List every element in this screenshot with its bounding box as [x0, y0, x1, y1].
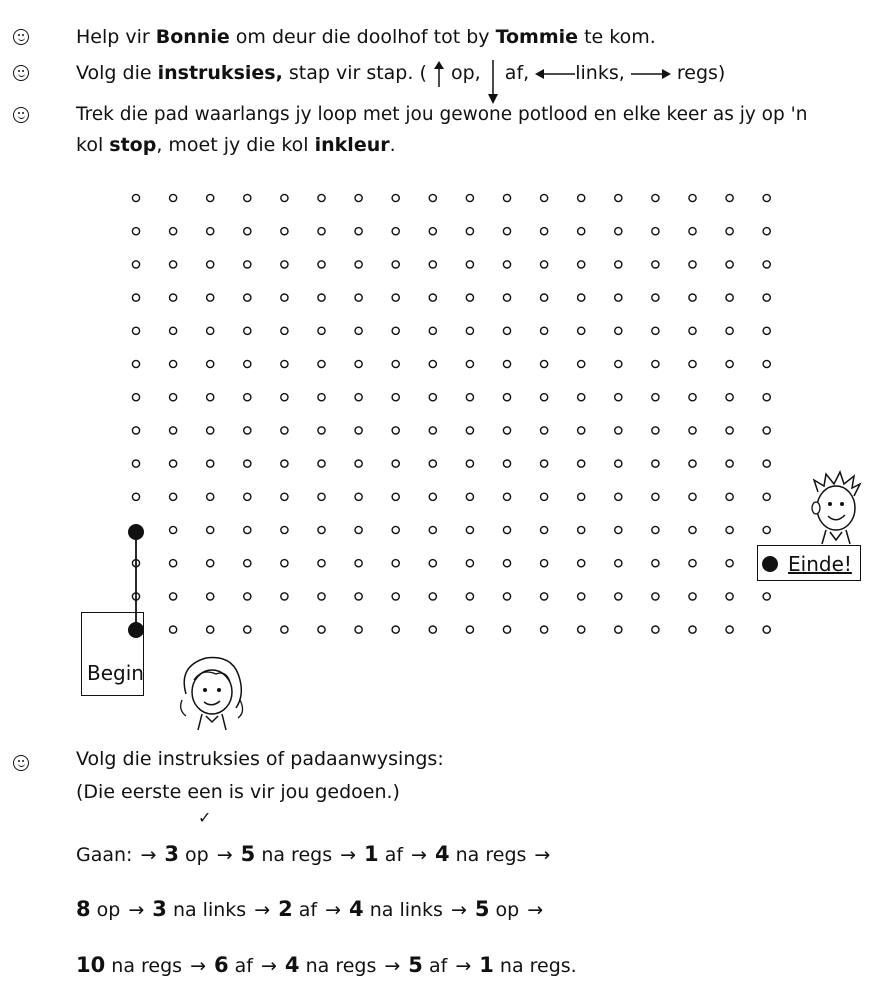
- maze-dot[interactable]: [578, 560, 585, 567]
- maze-dot[interactable]: [355, 228, 362, 235]
- maze-dot[interactable]: [541, 261, 548, 268]
- bullet-2-text: Volg die instruksies, stap vir stap. ( op, af, links, regs): [76, 58, 725, 104]
- maze-dot[interactable]: [578, 493, 585, 500]
- maze-dot[interactable]: [689, 360, 696, 367]
- maze-dot[interactable]: [244, 626, 251, 633]
- maze-dot[interactable]: [726, 460, 733, 467]
- maze-dot[interactable]: [541, 493, 548, 500]
- maze-dot[interactable]: [763, 593, 770, 600]
- maze-dot[interactable]: [652, 194, 659, 201]
- maze-dot[interactable]: [429, 427, 436, 434]
- maze-dot[interactable]: [207, 294, 214, 301]
- maze-dot[interactable]: [503, 228, 510, 235]
- maze-dot[interactable]: [726, 294, 733, 301]
- maze-dot[interactable]: [170, 360, 177, 367]
- maze-dot[interactable]: [763, 360, 770, 367]
- end-box: [757, 545, 861, 581]
- maze-dot[interactable]: [392, 593, 399, 600]
- maze-dot[interactable]: [244, 394, 251, 401]
- instruction-line-3: 10 na regs → 6 af → 4 na regs → 5 af → 1 na regs.: [76, 953, 577, 977]
- maze-dot[interactable]: [429, 360, 436, 367]
- maze-dot[interactable]: [615, 360, 622, 367]
- maze-dot[interactable]: [207, 360, 214, 367]
- maze-dot[interactable]: [281, 360, 288, 367]
- maze-dot[interactable]: [503, 360, 510, 367]
- maze-dot[interactable]: [244, 194, 251, 201]
- maze-dot[interactable]: [689, 261, 696, 268]
- maze-dot[interactable]: [466, 394, 473, 401]
- maze-dot[interactable]: [281, 493, 288, 500]
- maze-dot[interactable]: [244, 327, 251, 334]
- maze-dot[interactable]: [281, 427, 288, 434]
- maze-dot[interactable]: [170, 394, 177, 401]
- maze-dot[interactable]: [392, 228, 399, 235]
- maze-dot[interactable]: [429, 593, 436, 600]
- maze-dot[interactable]: [466, 294, 473, 301]
- maze-dot[interactable]: [318, 294, 325, 301]
- maze-dot[interactable]: [541, 526, 548, 533]
- maze-dot[interactable]: [652, 294, 659, 301]
- maze-dot[interactable]: [615, 228, 622, 235]
- maze-dot[interactable]: [503, 327, 510, 334]
- maze-dot[interactable]: [170, 526, 177, 533]
- maze-dot[interactable]: [615, 526, 622, 533]
- maze-dot[interactable]: [763, 228, 770, 235]
- maze-dot[interactable]: [355, 427, 362, 434]
- name-tommie: Tommie: [495, 26, 579, 48]
- maze-dot[interactable]: [763, 261, 770, 268]
- arrow-right-icon: →: [190, 955, 206, 977]
- arrow-right-icon: →: [254, 899, 271, 921]
- maze-dot[interactable]: [244, 228, 251, 235]
- maze-dot[interactable]: [466, 526, 473, 533]
- maze-dot[interactable]: [503, 394, 510, 401]
- maze-dot[interactable]: [726, 560, 733, 567]
- maze-dot[interactable]: [281, 294, 288, 301]
- maze-dot[interactable]: [541, 194, 548, 201]
- maze-dot[interactable]: [318, 360, 325, 367]
- maze-dot[interactable]: [541, 360, 548, 367]
- maze-dot[interactable]: [578, 327, 585, 334]
- maze-dot[interactable]: [466, 626, 473, 633]
- maze-dot[interactable]: [541, 593, 548, 600]
- maze-dot[interactable]: [207, 526, 214, 533]
- maze-dot[interactable]: [726, 526, 733, 533]
- maze-dot[interactable]: [578, 427, 585, 434]
- maze-dot[interactable]: [503, 493, 510, 500]
- maze-dot[interactable]: [429, 394, 436, 401]
- maze-dot[interactable]: [244, 526, 251, 533]
- maze-dot[interactable]: [355, 593, 362, 600]
- maze-dot[interactable]: [355, 294, 362, 301]
- maze-dot[interactable]: [726, 493, 733, 500]
- maze-dot[interactable]: [578, 626, 585, 633]
- maze-dot[interactable]: [466, 194, 473, 201]
- maze-dot[interactable]: [207, 493, 214, 500]
- maze-dot[interactable]: [652, 560, 659, 567]
- maze-dot[interactable]: [578, 261, 585, 268]
- maze-dot[interactable]: [689, 228, 696, 235]
- maze-dot[interactable]: [281, 394, 288, 401]
- maze-dot[interactable]: [466, 560, 473, 567]
- maze-dot[interactable]: [318, 194, 325, 201]
- maze-dot[interactable]: [763, 493, 770, 500]
- maze-dot[interactable]: [689, 460, 696, 467]
- instruction-line-2: 8 op → 3 na links → 2 af → 4 na links → 5 op →: [76, 897, 544, 921]
- maze-dot[interactable]: [355, 560, 362, 567]
- maze-dot[interactable]: [281, 526, 288, 533]
- maze-dot[interactable]: [726, 593, 733, 600]
- maze-dot[interactable]: [207, 228, 214, 235]
- maze-dot[interactable]: [318, 460, 325, 467]
- maze-dot[interactable]: [429, 460, 436, 467]
- maze-dot[interactable]: [170, 427, 177, 434]
- maze-dot[interactable]: [429, 493, 436, 500]
- maze-dot[interactable]: [763, 294, 770, 301]
- maze-dot[interactable]: [541, 427, 548, 434]
- begin-label: Begin: [87, 661, 144, 685]
- maze-dot[interactable]: [318, 394, 325, 401]
- maze-dot[interactable]: [207, 626, 214, 633]
- arrow-right-icon: →: [411, 844, 427, 866]
- maze-dot[interactable]: [318, 593, 325, 600]
- maze-dot[interactable]: [244, 460, 251, 467]
- maze-dot[interactable]: [541, 294, 548, 301]
- maze-dot[interactable]: [615, 626, 622, 633]
- maze-dot[interactable]: [689, 294, 696, 301]
- maze-dot[interactable]: [615, 560, 622, 567]
- bonnie-face-icon: [172, 650, 252, 732]
- maze-dot[interactable]: [281, 460, 288, 467]
- maze-dot[interactable]: [132, 394, 139, 401]
- maze-dot[interactable]: [170, 228, 177, 235]
- maze-dot[interactable]: [281, 194, 288, 201]
- maze-dot[interactable]: [170, 560, 177, 567]
- arrow-right-icon: →: [455, 955, 472, 977]
- maze-dot[interactable]: [689, 593, 696, 600]
- maze-dot[interactable]: [541, 228, 548, 235]
- maze-dot[interactable]: [132, 194, 139, 201]
- maze-dot[interactable]: [392, 526, 399, 533]
- maze-dot[interactable]: [132, 460, 139, 467]
- arrow-right-icon: →: [384, 955, 401, 977]
- maze-dot[interactable]: [429, 194, 436, 201]
- maze-dot[interactable]: [503, 593, 510, 600]
- maze-dot[interactable]: [355, 261, 362, 268]
- maze-dot[interactable]: [355, 194, 362, 201]
- maze-dot[interactable]: [170, 327, 177, 334]
- maze-dot[interactable]: [355, 493, 362, 500]
- maze-dot[interactable]: [392, 493, 399, 500]
- maze-dot[interactable]: [652, 460, 659, 467]
- arrow-right-icon: →: [261, 955, 277, 977]
- maze-dot[interactable]: [207, 327, 214, 334]
- maze-dot[interactable]: [429, 228, 436, 235]
- maze-dot[interactable]: [207, 593, 214, 600]
- maze-dot[interactable]: [429, 327, 436, 334]
- maze-dot[interactable]: [578, 526, 585, 533]
- maze-dot[interactable]: [689, 194, 696, 201]
- maze-dot[interactable]: [244, 593, 251, 600]
- maze-dot[interactable]: [503, 261, 510, 268]
- maze-dot[interactable]: [132, 493, 139, 500]
- maze-dot[interactable]: [244, 294, 251, 301]
- maze-dot[interactable]: [503, 526, 510, 533]
- maze-dot[interactable]: [207, 427, 214, 434]
- smiley-icon: [13, 755, 29, 771]
- maze-dot[interactable]: [244, 493, 251, 500]
- start-label: Gaan:: [76, 844, 133, 866]
- maze-dot[interactable]: [689, 493, 696, 500]
- maze-dot[interactable]: [318, 560, 325, 567]
- maze-dot[interactable]: [132, 327, 139, 334]
- maze-dot[interactable]: [318, 327, 325, 334]
- maze-dot[interactable]: [132, 261, 139, 268]
- maze-dot[interactable]: [392, 626, 399, 633]
- maze-dot[interactable]: [652, 626, 659, 633]
- maze-dot[interactable]: [170, 460, 177, 467]
- maze-dot[interactable]: [281, 626, 288, 633]
- maze-dot[interactable]: [689, 327, 696, 334]
- maze-dot[interactable]: [541, 626, 548, 633]
- maze-dot[interactable]: [615, 294, 622, 301]
- maze-dot[interactable]: [726, 327, 733, 334]
- maze-dot[interactable]: [615, 427, 622, 434]
- end-dot: [760, 554, 780, 574]
- maze-dot[interactable]: [615, 493, 622, 500]
- maze-dot[interactable]: [615, 194, 622, 201]
- maze-dot[interactable]: [578, 394, 585, 401]
- maze-dot[interactable]: [615, 460, 622, 467]
- maze-dot[interactable]: [281, 228, 288, 235]
- begin-box: [81, 612, 144, 696]
- maze-dot[interactable]: [207, 194, 214, 201]
- maze-dot[interactable]: [726, 360, 733, 367]
- maze-dot[interactable]: [392, 427, 399, 434]
- maze-dot[interactable]: [689, 560, 696, 567]
- maze-dot[interactable]: [170, 261, 177, 268]
- maze-dot[interactable]: [466, 228, 473, 235]
- step-dot: [128, 524, 144, 540]
- arrow-right-icon: →: [140, 844, 157, 866]
- maze-dot[interactable]: [763, 626, 770, 633]
- maze-dot[interactable]: [244, 427, 251, 434]
- maze-dot[interactable]: [726, 427, 733, 434]
- maze-dot[interactable]: [466, 360, 473, 367]
- maze-dot[interactable]: [207, 394, 214, 401]
- instructions-heading: Volg die instruksies of padaanwysings:: [76, 748, 444, 770]
- maze-dot[interactable]: [318, 228, 325, 235]
- maze-dot[interactable]: [503, 626, 510, 633]
- arrow-right-icon: →: [527, 899, 544, 921]
- maze-dot[interactable]: [392, 194, 399, 201]
- maze-dot[interactable]: [466, 493, 473, 500]
- maze-dot[interactable]: [578, 294, 585, 301]
- name-bonnie: Bonnie: [155, 26, 230, 48]
- tommie-face-icon: [806, 470, 866, 548]
- maze-dot[interactable]: [132, 228, 139, 235]
- maze-dot[interactable]: [318, 493, 325, 500]
- maze-dot[interactable]: [244, 360, 251, 367]
- maze-dot[interactable]: [318, 427, 325, 434]
- maze-dot[interactable]: [726, 626, 733, 633]
- arrow-right-icon: →: [325, 899, 342, 921]
- arrow-right-icon: →: [340, 844, 357, 866]
- maze-dot[interactable]: [503, 194, 510, 201]
- maze-dot[interactable]: [689, 526, 696, 533]
- maze-dot[interactable]: [244, 261, 251, 268]
- maze-dot[interactable]: [466, 427, 473, 434]
- maze-dot[interactable]: [132, 427, 139, 434]
- maze-dot[interactable]: [207, 460, 214, 467]
- check-mark: ✓: [198, 808, 212, 827]
- maze-dot[interactable]: [652, 526, 659, 533]
- maze-dot[interactable]: [466, 261, 473, 268]
- maze-dot[interactable]: [318, 626, 325, 633]
- maze-dot[interactable]: [541, 327, 548, 334]
- maze-dot[interactable]: [652, 261, 659, 268]
- arrow-right-icon: →: [216, 844, 233, 866]
- maze-dot[interactable]: [318, 261, 325, 268]
- maze-dot[interactable]: [763, 194, 770, 201]
- maze-dot[interactable]: [466, 460, 473, 467]
- maze-dot[interactable]: [132, 294, 139, 301]
- maze-dot[interactable]: [466, 593, 473, 600]
- maze-dot[interactable]: [170, 294, 177, 301]
- maze-dot[interactable]: [429, 560, 436, 567]
- bullet-1-text: Help vir Bonnie om deur die doolhof tot by Tommie te kom.: [76, 26, 656, 48]
- maze-dot[interactable]: [355, 460, 362, 467]
- maze-dot[interactable]: [689, 626, 696, 633]
- maze-dot[interactable]: [170, 194, 177, 201]
- maze-dot[interactable]: [281, 327, 288, 334]
- maze-dot[interactable]: [132, 360, 139, 367]
- maze-dot[interactable]: [244, 560, 251, 567]
- maze-dot[interactable]: [652, 394, 659, 401]
- arrow-right-icon: →: [450, 899, 467, 921]
- maze-dot[interactable]: [355, 626, 362, 633]
- bullet-3-line-1: Trek die pad waarlangs jy loop met jou gewone potlood en elke keer as jy op 'n: [76, 104, 808, 125]
- maze-dot[interactable]: [541, 394, 548, 401]
- maze-dot[interactable]: [578, 194, 585, 201]
- bullet-3-line-2: kol stop, moet jy die kol inkleur.: [76, 134, 396, 156]
- maze-dot[interactable]: [763, 460, 770, 467]
- maze-dot[interactable]: [355, 327, 362, 334]
- maze-dot[interactable]: [503, 560, 510, 567]
- maze-dot[interactable]: [281, 560, 288, 567]
- maze-dot[interactable]: [429, 294, 436, 301]
- maze-dot[interactable]: [763, 526, 770, 533]
- instructions-note: (Die eerste een is vir jou gedoen.): [76, 781, 400, 803]
- maze-dot[interactable]: [170, 493, 177, 500]
- maze-dot[interactable]: [541, 460, 548, 467]
- maze-dot[interactable]: [652, 327, 659, 334]
- maze-dot[interactable]: [281, 261, 288, 268]
- maze-dot[interactable]: [726, 228, 733, 235]
- maze-dot[interactable]: [318, 526, 325, 533]
- maze-dot[interactable]: [763, 427, 770, 434]
- maze-dot[interactable]: [541, 560, 548, 567]
- maze-dot[interactable]: [763, 394, 770, 401]
- maze-dot[interactable]: [281, 593, 288, 600]
- maze-dot[interactable]: [689, 394, 696, 401]
- maze-dot[interactable]: [429, 261, 436, 268]
- maze-dot[interactable]: [392, 560, 399, 567]
- maze-dot[interactable]: [503, 427, 510, 434]
- maze-dot[interactable]: [652, 593, 659, 600]
- maze-dot[interactable]: [170, 593, 177, 600]
- maze-dot[interactable]: [578, 228, 585, 235]
- maze-dot[interactable]: [355, 394, 362, 401]
- end-label: Einde!: [788, 552, 852, 576]
- maze-dot[interactable]: [429, 526, 436, 533]
- maze-dot[interactable]: [652, 493, 659, 500]
- maze-dot[interactable]: [578, 360, 585, 367]
- maze-dot[interactable]: [392, 460, 399, 467]
- maze-dot[interactable]: [726, 194, 733, 201]
- maze-dot[interactable]: [726, 394, 733, 401]
- maze-dot[interactable]: [466, 327, 473, 334]
- maze-dot[interactable]: [207, 560, 214, 567]
- maze-dot[interactable]: [652, 228, 659, 235]
- maze-dot[interactable]: [392, 294, 399, 301]
- maze-dot[interactable]: [726, 261, 733, 268]
- arrow-right-icon: →: [534, 844, 551, 866]
- maze-dot[interactable]: [207, 261, 214, 268]
- maze-dot[interactable]: [615, 394, 622, 401]
- maze-dot[interactable]: [652, 360, 659, 367]
- maze-dot[interactable]: [392, 327, 399, 334]
- maze-dot[interactable]: [355, 360, 362, 367]
- maze-dot[interactable]: [615, 593, 622, 600]
- maze-dot[interactable]: [170, 626, 177, 633]
- maze-dot[interactable]: [503, 294, 510, 301]
- maze-dot[interactable]: [392, 394, 399, 401]
- maze-dot[interactable]: [652, 427, 659, 434]
- maze-dot[interactable]: [578, 593, 585, 600]
- maze-dot[interactable]: [392, 261, 399, 268]
- maze-dot[interactable]: [689, 427, 696, 434]
- maze-dot[interactable]: [578, 460, 585, 467]
- maze-dot[interactable]: [429, 626, 436, 633]
- maze-dot[interactable]: [355, 526, 362, 533]
- maze-dot[interactable]: [392, 360, 399, 367]
- maze-dot[interactable]: [615, 261, 622, 268]
- instruction-line-1: Gaan: → 3 op → 5 na regs → 1 af → 4 na regs →: [76, 842, 551, 866]
- maze-dot[interactable]: [763, 327, 770, 334]
- maze-dot[interactable]: [615, 327, 622, 334]
- arrow-right-icon: →: [128, 899, 145, 921]
- maze-dot[interactable]: [503, 460, 510, 467]
